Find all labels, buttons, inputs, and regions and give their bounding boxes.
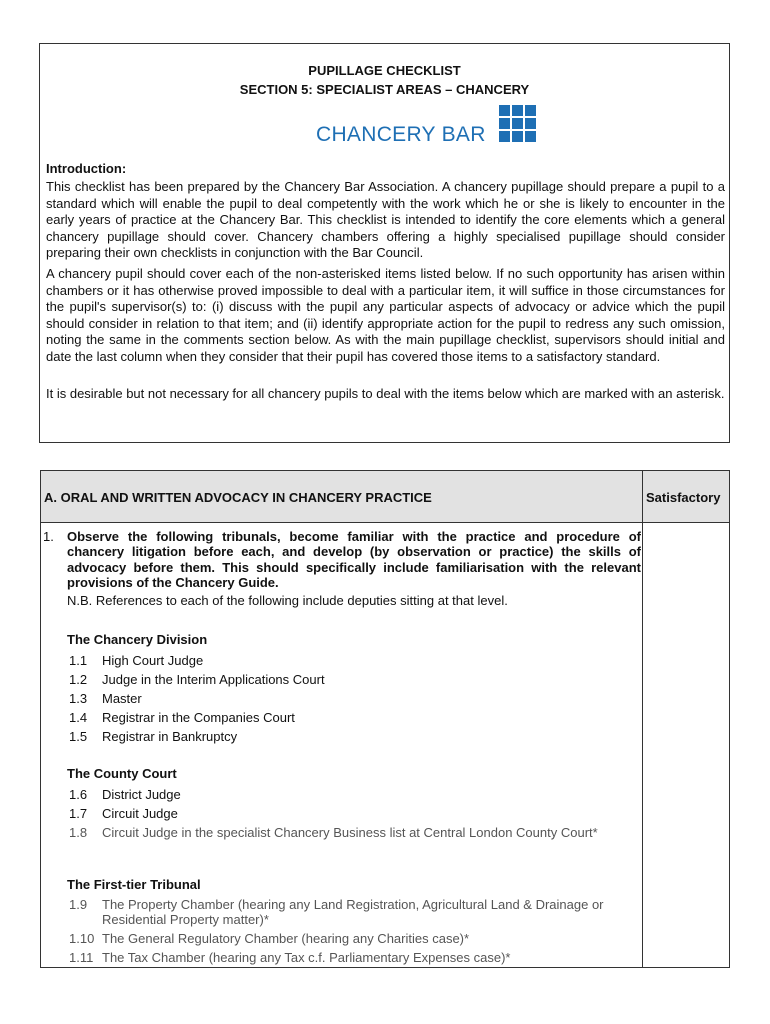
satisfactory-header: Satisfactory xyxy=(646,490,721,505)
nb-note: N.B. References to each of the following include deputies sitting at that level. xyxy=(67,593,508,608)
intro-heading: Introduction: xyxy=(46,161,127,176)
intro-paragraph-1: This checklist has been prepared by the Chancery Bar Association. A chancery pupillage should prepare a pupil to a standard which will enable the pupil to deal competently with the work which he or she is likely to encounter in the early years of practice at the Chancery Bar. This checklist is intended to identify the core elements which a general chancery pupillage should cover. Chancery chambers offering a highly specialised pupillage should consider preparing their own checklists in conjunction with the Bar Council. xyxy=(46,179,725,261)
introduction-box xyxy=(39,43,730,443)
table-header xyxy=(41,471,729,523)
item-text: Observe the following tribunals, become familiar with the practice and procedure of chancery litigation before each, and develop (by observation or practice) the skills of advocacy before them. This should specifically include familiarisation with the relevant provisions of the Chancery Guide. xyxy=(67,529,641,590)
intro-paragraph-2: A chancery pupil should cover each of the non-asterisked items listed below. If no such opportunity has arisen within chambers or it has otherwise proved impossible to deal with a particular item, it will suffice in those circumstances for the pupil's supervisor(s) to: (i) discuss with the pupil any particular aspects of advocacy or advice which the pupil should consider in relation to that item; and (ii) identify appropriate action for the pupil to redress any such omission, noting the same in the comments section below. As with the main pupillage checklist, supervisors should initial and date the last column when they consider that their pupil has covered those items to a satisfactory standard. xyxy=(46,266,725,364)
item-number: 1. xyxy=(43,529,54,544)
group-title-first-tier-tribunal: The First-tier Tribunal xyxy=(67,877,201,892)
group-title-chancery-division: The Chancery Division xyxy=(67,632,208,647)
group-title-county-court: The County Court xyxy=(67,766,177,781)
section-title: A. ORAL AND WRITTEN ADVOCACY IN CHANCERY PRACTICE xyxy=(44,490,432,505)
intro-paragraph-3: It is desirable but not necessary for all chancery pupils to deal with the items below which are marked with an asterisk. xyxy=(46,386,725,401)
logo-text: CHANCERY BAR xyxy=(316,123,486,146)
page-title: PUPILLAGE CHECKLIST xyxy=(308,63,461,78)
page-subtitle: SECTION 5: SPECIALIST AREAS – CHANCERY xyxy=(239,82,530,97)
logo-grid-icon xyxy=(499,105,537,141)
checklist-table: A. ORAL AND WRITTEN ADVOCACY IN CHANCERY PRACTICE Satisfactory 1. Observe the following tribunals, become familiar with the practice and procedure of chancery litigation before each, and develop (by observation or practice) the skills of advocacy before them. This should specifically include familiarisation with the relevant provisions of the Chancery Guide. N.B. References to each of the following include deputies sitting at that level. The Chancery Division 1.1 High Court Judge 1.2 Judge in the Interim Applications Court 1.3 Master 1.4 Registrar in the Companies Court 1.5 Registrar in Bankruptcy The County Court 1.6 District Judge 1.7 Circuit Judge 1.8 Circuit Judge in the specialist Chancery Business list at Central London County Court* The First-tier Tribunal 1.9 The Property Chamber (hearing any Land Registration, Agricultural Land & Drainage or Residential Property matter)* 1.10 The General Regulatory Chamber (hearing any Charities case)* 1.11 The Tax Chamber (hearing any Tax c.f. Parliamentary Expenses case)* xyxy=(40,470,730,968)
column-divider xyxy=(642,471,643,967)
